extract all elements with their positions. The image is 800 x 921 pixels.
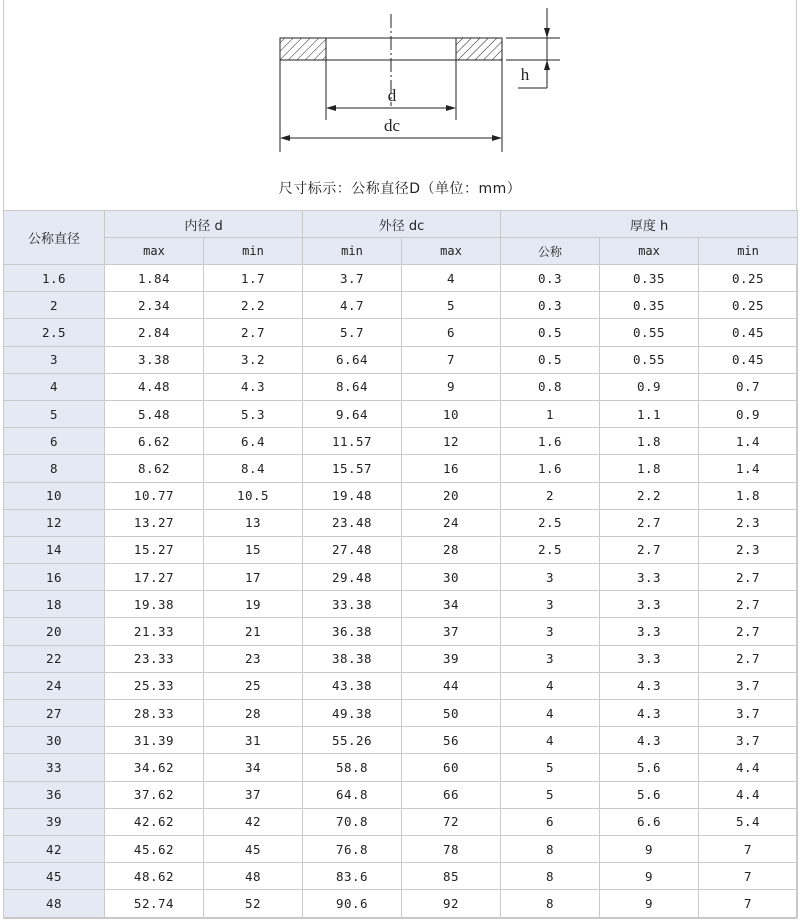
cell-inner-max: 1.84 <box>105 265 204 292</box>
cell-thickness-nominal: 1.6 <box>501 455 600 482</box>
cell-thickness-max: 5.6 <box>600 754 699 781</box>
cell-nominal-diameter: 24 <box>4 672 105 699</box>
cell-nominal-diameter: 5 <box>4 400 105 427</box>
header-outer-max: max <box>402 238 501 265</box>
cell-inner-min: 1.7 <box>204 265 303 292</box>
cell-nominal-diameter: 18 <box>4 591 105 618</box>
table-row <box>4 346 798 373</box>
cell-thickness-max: 5.6 <box>600 781 699 808</box>
cell-outer-min: 23.48 <box>303 509 402 536</box>
cell-thickness-nominal: 2.5 <box>501 509 600 536</box>
cell-outer-min: 83.6 <box>303 863 402 890</box>
cell-nominal-diameter: 27 <box>4 700 105 727</box>
cell-outer-max: 16 <box>402 455 501 482</box>
cell-outer-max: 78 <box>402 835 501 862</box>
label-h: h <box>520 65 530 84</box>
cell-inner-min: 37 <box>204 781 303 808</box>
cell-outer-min: 11.57 <box>303 428 402 455</box>
cell-outer-max: 56 <box>402 727 501 754</box>
cell-nominal-diameter: 6 <box>4 428 105 455</box>
cell-outer-max: 34 <box>402 591 501 618</box>
cell-outer-max: 66 <box>402 781 501 808</box>
cell-thickness-nominal: 3 <box>501 618 600 645</box>
cell-thickness-min: 0.7 <box>699 373 798 400</box>
cell-inner-min: 2.2 <box>204 292 303 319</box>
cell-outer-min: 15.57 <box>303 455 402 482</box>
cell-inner-min: 4.3 <box>204 373 303 400</box>
cell-thickness-max: 3.3 <box>600 618 699 645</box>
table-row <box>4 482 798 509</box>
washer-spec-table <box>3 210 798 918</box>
cell-thickness-max: 3.3 <box>600 564 699 591</box>
cell-thickness-max: 0.35 <box>600 265 699 292</box>
cell-outer-max: 44 <box>402 672 501 699</box>
cell-thickness-nominal: 2.5 <box>501 536 600 563</box>
cell-inner-max: 34.62 <box>105 754 204 781</box>
cell-outer-min: 4.7 <box>303 292 402 319</box>
cell-thickness-max: 6.6 <box>600 808 699 835</box>
cell-nominal-diameter: 2.5 <box>4 319 105 346</box>
table-row <box>4 781 798 808</box>
cell-nominal-diameter: 12 <box>4 509 105 536</box>
cell-thickness-min: 0.25 <box>699 265 798 292</box>
table-row <box>4 754 798 781</box>
table-row <box>4 890 798 917</box>
table-row <box>4 618 798 645</box>
cell-outer-max: 37 <box>402 618 501 645</box>
cell-outer-max: 60 <box>402 754 501 781</box>
cell-thickness-max: 4.3 <box>600 672 699 699</box>
cell-thickness-nominal: 4 <box>501 727 600 754</box>
cell-thickness-min: 0.9 <box>699 400 798 427</box>
cell-nominal-diameter: 39 <box>4 808 105 835</box>
cell-thickness-min: 2.7 <box>699 645 798 672</box>
cell-inner-max: 4.48 <box>105 373 204 400</box>
cell-outer-min: 36.38 <box>303 618 402 645</box>
cell-thickness-max: 3.3 <box>600 645 699 672</box>
cell-outer-min: 70.8 <box>303 808 402 835</box>
cell-thickness-min: 5.4 <box>699 808 798 835</box>
cell-inner-max: 45.62 <box>105 835 204 862</box>
cell-nominal-diameter: 4 <box>4 373 105 400</box>
cell-outer-min: 49.38 <box>303 700 402 727</box>
cell-nominal-diameter: 3 <box>4 346 105 373</box>
washer-right-section <box>456 38 502 60</box>
cell-thickness-min: 0.45 <box>699 346 798 373</box>
cell-thickness-max: 9 <box>600 835 699 862</box>
cell-outer-min: 58.8 <box>303 754 402 781</box>
cell-outer-max: 39 <box>402 645 501 672</box>
cell-thickness-min: 2.7 <box>699 618 798 645</box>
cell-inner-min: 5.3 <box>204 400 303 427</box>
cell-inner-min: 10.5 <box>204 482 303 509</box>
cell-thickness-max: 1.8 <box>600 428 699 455</box>
header-thickness-min: min <box>699 238 798 265</box>
cell-inner-max: 48.62 <box>105 863 204 890</box>
cell-inner-min: 17 <box>204 564 303 591</box>
cell-nominal-diameter: 8 <box>4 455 105 482</box>
cell-thickness-nominal: 3 <box>501 591 600 618</box>
cell-thickness-min: 2.3 <box>699 509 798 536</box>
table-row <box>4 428 798 455</box>
cell-thickness-max: 0.35 <box>600 292 699 319</box>
cell-thickness-min: 3.7 <box>699 700 798 727</box>
table-row <box>4 645 798 672</box>
cell-thickness-nominal: 8 <box>501 835 600 862</box>
cell-inner-min: 19 <box>204 591 303 618</box>
cell-thickness-nominal: 0.3 <box>501 265 600 292</box>
header-thickness-max: max <box>600 238 699 265</box>
table-row <box>4 536 798 563</box>
cell-outer-max: 30 <box>402 564 501 591</box>
cell-thickness-nominal: 8 <box>501 863 600 890</box>
cell-thickness-nominal: 2 <box>501 482 600 509</box>
cell-thickness-nominal: 0.5 <box>501 319 600 346</box>
cell-thickness-min: 7 <box>699 863 798 890</box>
cell-outer-min: 76.8 <box>303 835 402 862</box>
cell-thickness-max: 0.55 <box>600 346 699 373</box>
cell-inner-max: 2.34 <box>105 292 204 319</box>
table-row <box>4 319 798 346</box>
cell-thickness-max: 0.9 <box>600 373 699 400</box>
cell-outer-max: 85 <box>402 863 501 890</box>
header-outer-min: min <box>303 238 402 265</box>
cell-thickness-max: 9 <box>600 863 699 890</box>
header-nominal-diameter: 公称直径 <box>4 211 105 265</box>
header-inner-diameter: 内径 d <box>105 211 303 238</box>
header-inner-min: min <box>204 238 303 265</box>
label-d: d <box>387 86 397 105</box>
cell-inner-max: 13.27 <box>105 509 204 536</box>
cell-thickness-max: 2.7 <box>600 536 699 563</box>
table-row <box>4 564 798 591</box>
cell-nominal-diameter: 42 <box>4 835 105 862</box>
cell-inner-max: 8.62 <box>105 455 204 482</box>
washer-left-section <box>280 38 326 60</box>
table-row <box>4 265 798 292</box>
cell-nominal-diameter: 14 <box>4 536 105 563</box>
cell-thickness-max: 9 <box>600 890 699 917</box>
cell-thickness-max: 0.55 <box>600 319 699 346</box>
cell-thickness-nominal: 5 <box>501 781 600 808</box>
cell-outer-max: 5 <box>402 292 501 319</box>
cell-inner-min: 23 <box>204 645 303 672</box>
cell-outer-min: 29.48 <box>303 564 402 591</box>
cell-outer-min: 38.38 <box>303 645 402 672</box>
cell-outer-min: 55.26 <box>303 727 402 754</box>
cell-inner-min: 48 <box>204 863 303 890</box>
cell-thickness-min: 0.45 <box>699 319 798 346</box>
cell-inner-min: 15 <box>204 536 303 563</box>
cell-thickness-min: 3.7 <box>699 727 798 754</box>
cell-outer-max: 92 <box>402 890 501 917</box>
cell-nominal-diameter: 36 <box>4 781 105 808</box>
cell-thickness-min: 0.25 <box>699 292 798 319</box>
cell-thickness-min: 2.7 <box>699 564 798 591</box>
cell-inner-min: 2.7 <box>204 319 303 346</box>
cell-inner-min: 42 <box>204 808 303 835</box>
cell-thickness-max: 4.3 <box>600 727 699 754</box>
cell-outer-min: 6.64 <box>303 346 402 373</box>
cell-outer-max: 50 <box>402 700 501 727</box>
cell-thickness-max: 1.1 <box>600 400 699 427</box>
cell-thickness-max: 2.7 <box>600 509 699 536</box>
cell-inner-max: 52.74 <box>105 890 204 917</box>
cell-outer-min: 43.38 <box>303 672 402 699</box>
cell-outer-max: 28 <box>402 536 501 563</box>
cell-outer-min: 64.8 <box>303 781 402 808</box>
cell-inner-min: 13 <box>204 509 303 536</box>
cell-outer-min: 33.38 <box>303 591 402 618</box>
cell-thickness-min: 1.4 <box>699 428 798 455</box>
cell-nominal-diameter: 2 <box>4 292 105 319</box>
table-row <box>4 400 798 427</box>
label-dc: dc <box>383 116 401 135</box>
cell-outer-max: 24 <box>402 509 501 536</box>
cell-outer-min: 8.64 <box>303 373 402 400</box>
table-row <box>4 672 798 699</box>
table-row <box>4 700 798 727</box>
cell-inner-max: 17.27 <box>105 564 204 591</box>
cell-inner-max: 25.33 <box>105 672 204 699</box>
cell-inner-max: 37.62 <box>105 781 204 808</box>
cell-thickness-nominal: 3 <box>501 645 600 672</box>
cell-thickness-nominal: 4 <box>501 700 600 727</box>
cell-inner-min: 3.2 <box>204 346 303 373</box>
cell-inner-max: 31.39 <box>105 727 204 754</box>
cell-nominal-diameter: 16 <box>4 564 105 591</box>
cell-outer-max: 9 <box>402 373 501 400</box>
cell-nominal-diameter: 1.6 <box>4 265 105 292</box>
cell-inner-min: 25 <box>204 672 303 699</box>
cell-inner-min: 21 <box>204 618 303 645</box>
table-row <box>4 455 798 482</box>
cell-thickness-min: 4.4 <box>699 754 798 781</box>
cell-outer-max: 72 <box>402 808 501 835</box>
table-row <box>4 808 798 835</box>
cell-inner-min: 52 <box>204 890 303 917</box>
cell-thickness-nominal: 8 <box>501 890 600 917</box>
cell-thickness-nominal: 0.5 <box>501 346 600 373</box>
cell-nominal-diameter: 10 <box>4 482 105 509</box>
cell-thickness-max: 1.8 <box>600 455 699 482</box>
cell-inner-max: 21.33 <box>105 618 204 645</box>
cell-thickness-min: 3.7 <box>699 672 798 699</box>
cell-thickness-nominal: 0.8 <box>501 373 600 400</box>
cell-thickness-nominal: 5 <box>501 754 600 781</box>
cell-outer-min: 19.48 <box>303 482 402 509</box>
header-thickness: 厚度 h <box>501 211 798 238</box>
cell-nominal-diameter: 30 <box>4 727 105 754</box>
table-body <box>4 265 798 918</box>
cell-outer-max: 20 <box>402 482 501 509</box>
cell-inner-max: 42.62 <box>105 808 204 835</box>
cell-inner-max: 5.48 <box>105 400 204 427</box>
cell-thickness-min: 4.4 <box>699 781 798 808</box>
cell-inner-max: 19.38 <box>105 591 204 618</box>
cell-inner-max: 6.62 <box>105 428 204 455</box>
cell-inner-max: 15.27 <box>105 536 204 563</box>
cell-thickness-min: 2.7 <box>699 591 798 618</box>
cell-nominal-diameter: 22 <box>4 645 105 672</box>
cell-nominal-diameter: 20 <box>4 618 105 645</box>
cell-outer-max: 6 <box>402 319 501 346</box>
cell-thickness-max: 3.3 <box>600 591 699 618</box>
table-row <box>4 373 798 400</box>
cell-thickness-min: 1.4 <box>699 455 798 482</box>
header-outer-diameter: 外径 dc <box>303 211 501 238</box>
cell-nominal-diameter: 33 <box>4 754 105 781</box>
cell-outer-min: 27.48 <box>303 536 402 563</box>
cell-inner-min: 8.4 <box>204 455 303 482</box>
cell-inner-min: 45 <box>204 835 303 862</box>
table-row <box>4 727 798 754</box>
cell-inner-min: 31 <box>204 727 303 754</box>
cell-thickness-nominal: 0.3 <box>501 292 600 319</box>
cell-inner-max: 23.33 <box>105 645 204 672</box>
cell-outer-min: 3.7 <box>303 265 402 292</box>
cell-inner-min: 34 <box>204 754 303 781</box>
table-row <box>4 509 798 536</box>
cell-inner-min: 28 <box>204 700 303 727</box>
table-row <box>4 835 798 862</box>
cell-thickness-nominal: 1 <box>501 400 600 427</box>
header-thickness-nominal: 公称 <box>501 238 600 265</box>
cell-thickness-nominal: 3 <box>501 564 600 591</box>
cell-thickness-max: 4.3 <box>600 700 699 727</box>
cell-outer-max: 4 <box>402 265 501 292</box>
cell-thickness-nominal: 6 <box>501 808 600 835</box>
cell-inner-min: 6.4 <box>204 428 303 455</box>
cell-thickness-nominal: 4 <box>501 672 600 699</box>
dimension-caption: 尺寸标示：公称直径D（单位：mm） <box>278 181 522 197</box>
cell-thickness-nominal: 1.6 <box>501 428 600 455</box>
cell-outer-max: 10 <box>402 400 501 427</box>
table-row <box>4 591 798 618</box>
cell-inner-max: 10.77 <box>105 482 204 509</box>
cell-outer-max: 7 <box>402 346 501 373</box>
cell-thickness-min: 1.8 <box>699 482 798 509</box>
cell-outer-min: 9.64 <box>303 400 402 427</box>
cell-inner-max: 3.38 <box>105 346 204 373</box>
cell-nominal-diameter: 48 <box>4 890 105 917</box>
header-inner-max: max <box>105 238 204 265</box>
cell-inner-max: 28.33 <box>105 700 204 727</box>
cell-thickness-max: 2.2 <box>600 482 699 509</box>
cell-thickness-min: 7 <box>699 890 798 917</box>
cell-thickness-min: 2.3 <box>699 536 798 563</box>
cell-outer-min: 5.7 <box>303 319 402 346</box>
cell-outer-max: 12 <box>402 428 501 455</box>
cell-inner-max: 2.84 <box>105 319 204 346</box>
cell-nominal-diameter: 45 <box>4 863 105 890</box>
table-row <box>4 863 798 890</box>
cell-thickness-min: 7 <box>699 835 798 862</box>
cell-outer-min: 90.6 <box>303 890 402 917</box>
table-row <box>4 292 798 319</box>
